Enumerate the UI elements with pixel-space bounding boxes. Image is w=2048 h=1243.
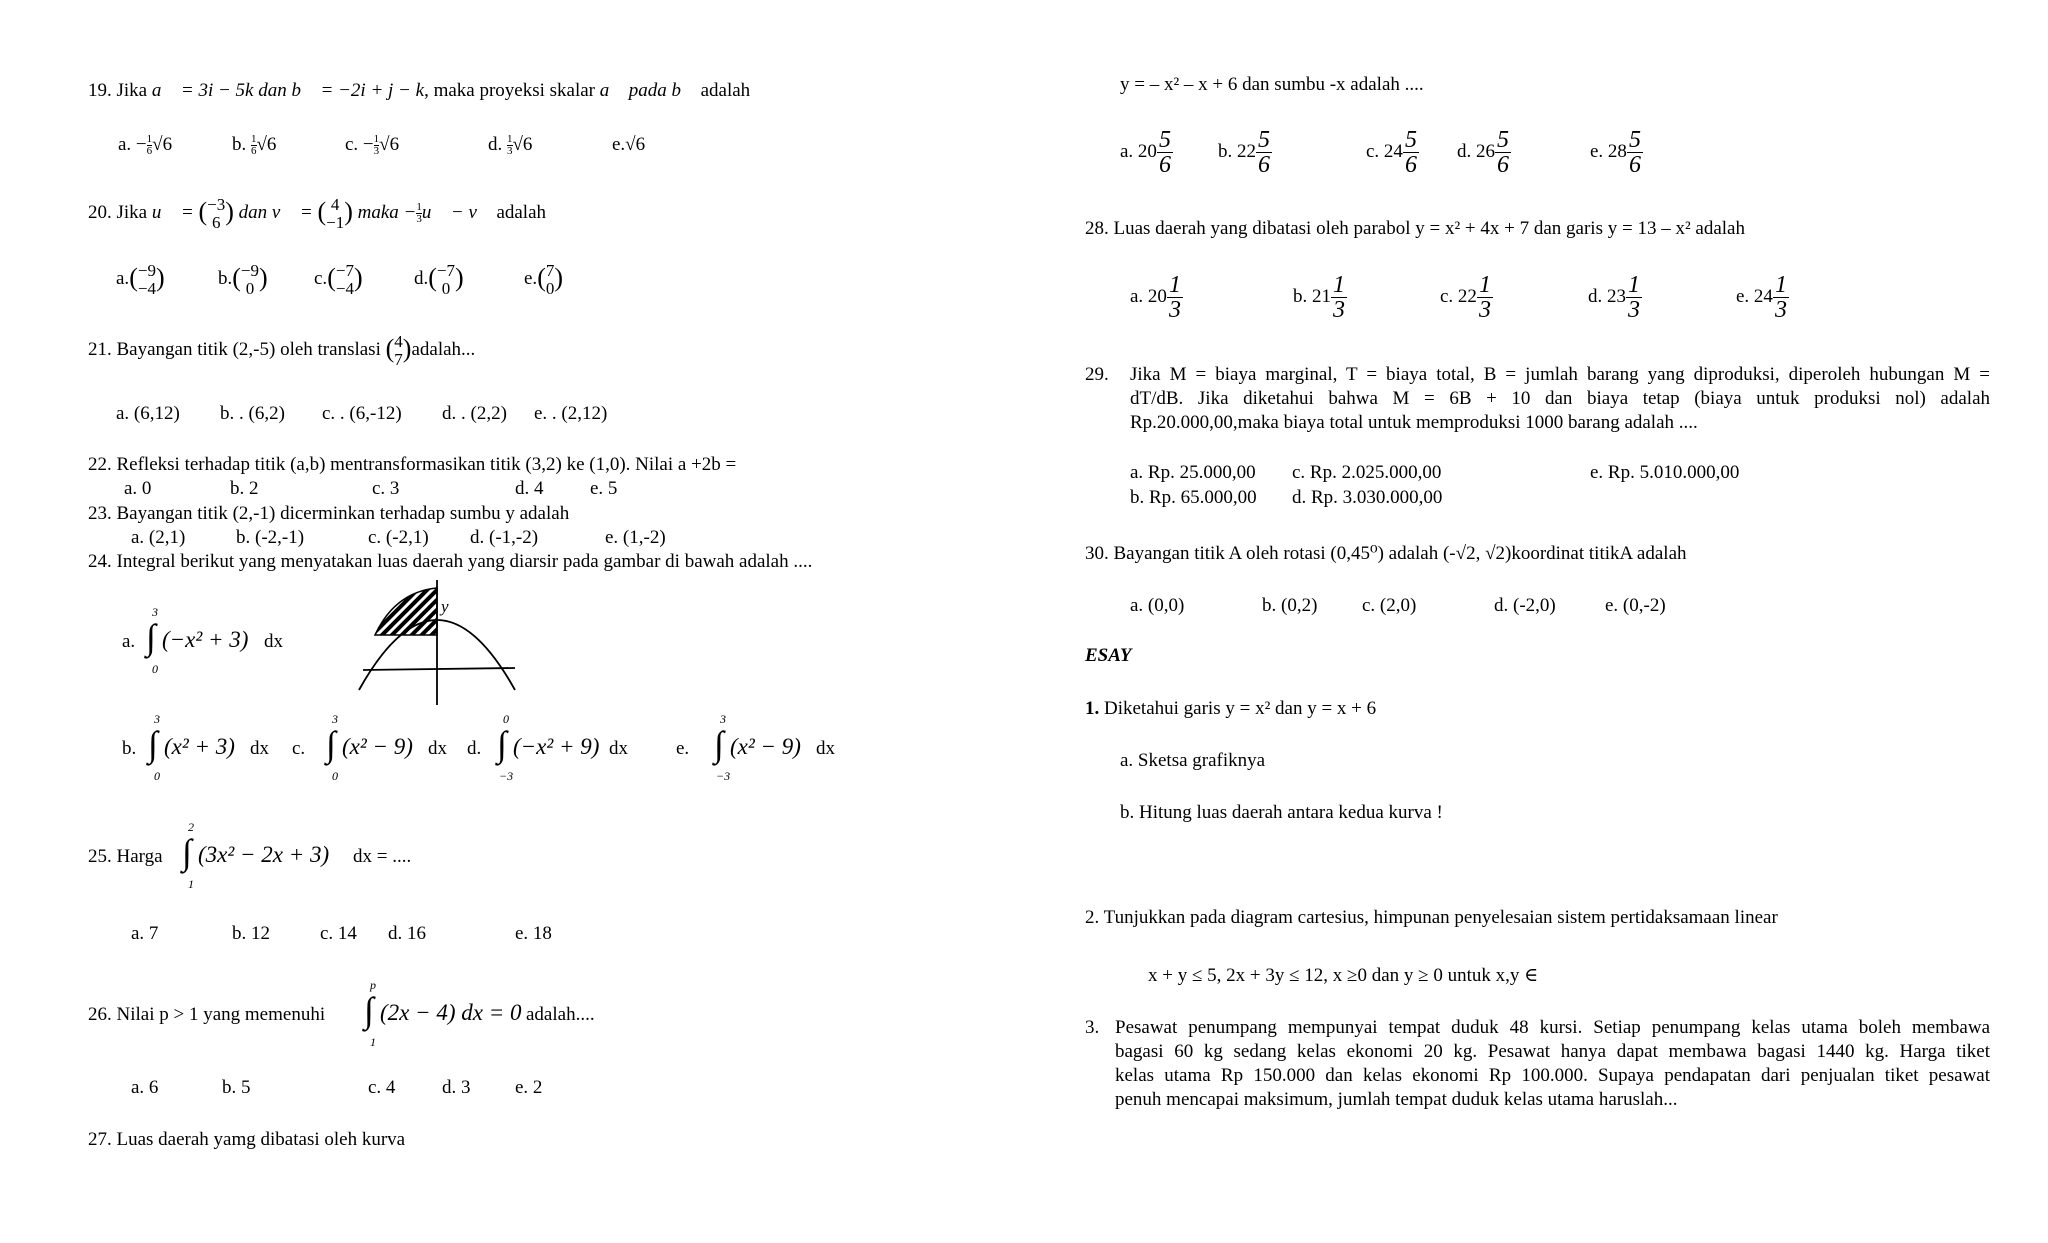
q29-option-e: e. Rp. 5.010.000,00 [1590,462,1740,483]
q19-option-b: b. $\frac{1}{6}√6$ [232,133,277,158]
q22-option-e: e. 5 [590,478,618,499]
q26-option-b: b. 5 [222,1077,251,1098]
q24-option-c: c. 3 ∫ 0 (x² − 9) dx [292,712,447,783]
q30-option-c: c. (2,0) [1362,595,1417,616]
q27-option-b: b. 22 $\frac{5}{6}$ [1218,127,1270,178]
q30-option-e: e. (0,-2) [1605,595,1666,616]
q29-option-a: a. Rp. 25.000,00 [1130,462,1256,483]
q22-option-d: d. 4 [515,478,544,499]
q25-option-e: e. 18 [515,923,552,944]
q27-option-e: e. 28 $\frac{5}{6}$ [1590,127,1641,178]
q29-option-c: c. Rp. 2.025.000,00 [1292,462,1442,483]
q30-stem: 30. Bayangan titik A oleh rotasi (0,45⁰) adalah (-√2, √2)koordinat titikA adalah [1085,543,1687,564]
q28-option-c: c. 22 $\frac{1}{3}$ [1440,272,1491,323]
q19-option-a: a. − $\frac{1}{6}√6$ [118,133,173,158]
essay-3-number: 3. [1085,1017,1100,1038]
q20-option-a: a.(−9 −4) [116,261,165,298]
q26-question: 26. Nilai p > 1 yang memenuhi p ∫ 1 (2x − 4) dx = 0 adalah.... [88,978,595,1049]
q30-option-b: b. (0,2) [1262,595,1318,616]
q24-option-e: e. 3 ∫ −3 (x² − 9) dx [676,712,835,783]
q21-option-e: e. . (2,12) [534,403,608,424]
q27-stem: 27. Luas daerah yamg dibatasi oleh kurva [88,1129,406,1150]
q26-option-a: a. 6 [131,1077,159,1098]
q30-option-d: d. (-2,0) [1494,595,1556,616]
q26-option-e: e. 2 [515,1077,543,1098]
q20-stem: 20. Jika u⃗ = (−3 6 ) dan v⃗ = ( 4 −1) maka − $\frac{1}{3}u⃗$ − v⃗ adalah [88,195,547,232]
q27-continued: y = – x² – x + 6 dan sumbu -x adalah .... [1120,74,1424,95]
essay-3-line-1: Pesawat penumpang mempunyai tempat duduk 48 kursi. Setiap penumpang kelas utama boleh membawa [1115,1017,1990,1038]
q19-option-e: e.√6 [612,134,646,155]
q28-option-d: d. 23 $\frac{1}{3}$ [1588,272,1640,323]
q28-option-e: e. 24 $\frac{1}{3}$ [1736,272,1787,323]
essay-3-line-4: penuh mencapai maksimum, jumlah tempat duduk kelas utama haruslah... [1115,1089,1678,1110]
q25-option-b: b. 12 [232,923,270,944]
essay-1-stem: 1. Diketahui garis y = x² dan y = x + 6 [1085,698,1377,719]
q27-option-c: c. 24 $\frac{5}{6}$ [1366,127,1417,178]
q23-option-b: b. (-2,-1) [236,527,305,548]
q21-option-d: d. . (2,2) [442,403,507,424]
q20-option-d: d.(−7 0 ) [414,261,464,298]
q22-option-c: c. 3 [372,478,400,499]
q24-stem: 24. Integral berikut yang menyatakan luas daerah yang diarsir pada gambar di bawah adalah .... [88,551,813,572]
q23-option-d: d. (-1,-2) [470,527,539,548]
q23-stem: 23. Bayangan titik (2,-1) dicerminkan terhadap sumbu y adalah [88,503,570,524]
essay-3-line-2: bagasi 60 kg sedang kelas ekonomi 20 kg. Pesawat hanya dapat membawa bagasi 1440 kg. Harga tiket [1115,1041,1990,1062]
q28-option-a: a. 20 $\frac{1}{3}$ [1130,272,1181,323]
q29-number: 29. [1085,364,1109,385]
q19-option-d: d. $\frac{1}{3}√6$ [488,133,533,158]
q24-option-b: b. 3 ∫ 0 (x² + 3) dx [122,712,269,783]
q23-option-e: e. (1,-2) [605,527,666,548]
q21-option-a: a. (6,12) [116,403,180,424]
q26-option-c: c. 4 [368,1077,396,1098]
q20-option-b: b.(−9 0 ) [218,261,268,298]
essay-1a: a. Sketsa grafiknya [1120,750,1266,771]
q20-option-e: e.(7 0) [524,261,564,298]
q28-option-b: b. 21 $\frac{1}{3}$ [1293,272,1345,323]
q22-option-b: b. 2 [230,478,259,499]
q22-stem: 22. Refleksi terhadap titik (a,b) mentransformasikan titik (3,2) ke (1,0). Nilai a +2b = [88,454,737,475]
essay-2-stem: 2. Tunjukkan pada diagram cartesius, himpunan penyelesaian sistem pertidaksamaan linear [1085,907,1778,928]
q19-option-c: c. − $\frac{1}{3}√6$ [345,133,400,158]
q28-stem: 28. Luas daerah yang dibatasi oleh parabol y = x² + 4x + 7 dan garis y = 13 – x² adalah [1085,218,1745,239]
q29-line-3: Rp.20.000,00,maka biaya total untuk memproduksi 1000 barang adalah .... [1130,412,1698,433]
q23-option-c: c. (-2,1) [368,527,429,548]
q27-option-a: a. 20 $\frac{5}{6}$ [1120,127,1171,178]
graph-y-label: y [441,597,449,616]
q19-stem: 19. Jika a⃗ = 3i − 5k dan b⃗ = −2i + j − k, maka proyeksi skalar a⃗ pada b⃗ adalah [88,80,751,101]
q26-option-d: d. 3 [442,1077,471,1098]
q29-line-1: Jika M = biaya marginal, T = biaya total, B = jumlah barang yang diproduksi, diperoleh hubungan M = [1130,364,1990,385]
essay-3-line-3: kelas utama Rp 150.000 dan kelas ekonomi Rp 100.000. Supaya pendapatan dari penjualan tiket pesawat [1115,1065,1990,1086]
q25-question: 25. Harga 2 ∫ 1 (3x² − 2x + 3) dx = .... [88,820,412,891]
q24-option-d: d. 0 ∫ −3 (−x² + 9) dx [467,712,628,783]
essay-heading: ESAY [1085,645,1132,666]
q30-option-a: a. (0,0) [1130,595,1185,616]
q25-option-c: c. 14 [320,923,357,944]
q21-option-c: c. . (6,-12) [322,403,402,424]
essay-1b: b. Hitung luas daerah antara kedua kurva ! [1120,802,1443,823]
q27-option-d: d. 26 $\frac{5}{6}$ [1457,127,1509,178]
q29-option-b: b. Rp. 65.000,00 [1130,487,1257,508]
q22-option-a: a. 0 [124,478,152,499]
q25-option-d: d. 16 [388,923,426,944]
q29-line-2: dT/dB. Jika diketahui bahwa M = 6B + 10 dan biaya tetap (biaya untuk produksi nol) adalah [1130,388,1990,409]
q25-option-a: a. 7 [131,923,159,944]
q21-option-b: b. . (6,2) [220,403,285,424]
q20-option-c: c.(−7 −4) [314,261,363,298]
shaded-area-graph [355,580,525,710]
q21-stem: 21. Bayangan titik (2,-5) oleh translasi (4 7)adalah... [88,332,476,369]
q24-option-a: a. 3 ∫ 0 (−x² + 3) dx [122,605,283,676]
essay-2-inequalities: x + y ≤ 5, 2x + 3y ≤ 12, x ≥0 dan y ≥ 0 untuk x,y ∈ [1148,965,1539,986]
q23-option-a: a. (2,1) [131,527,186,548]
q29-option-d: d. Rp. 3.030.000,00 [1292,487,1443,508]
